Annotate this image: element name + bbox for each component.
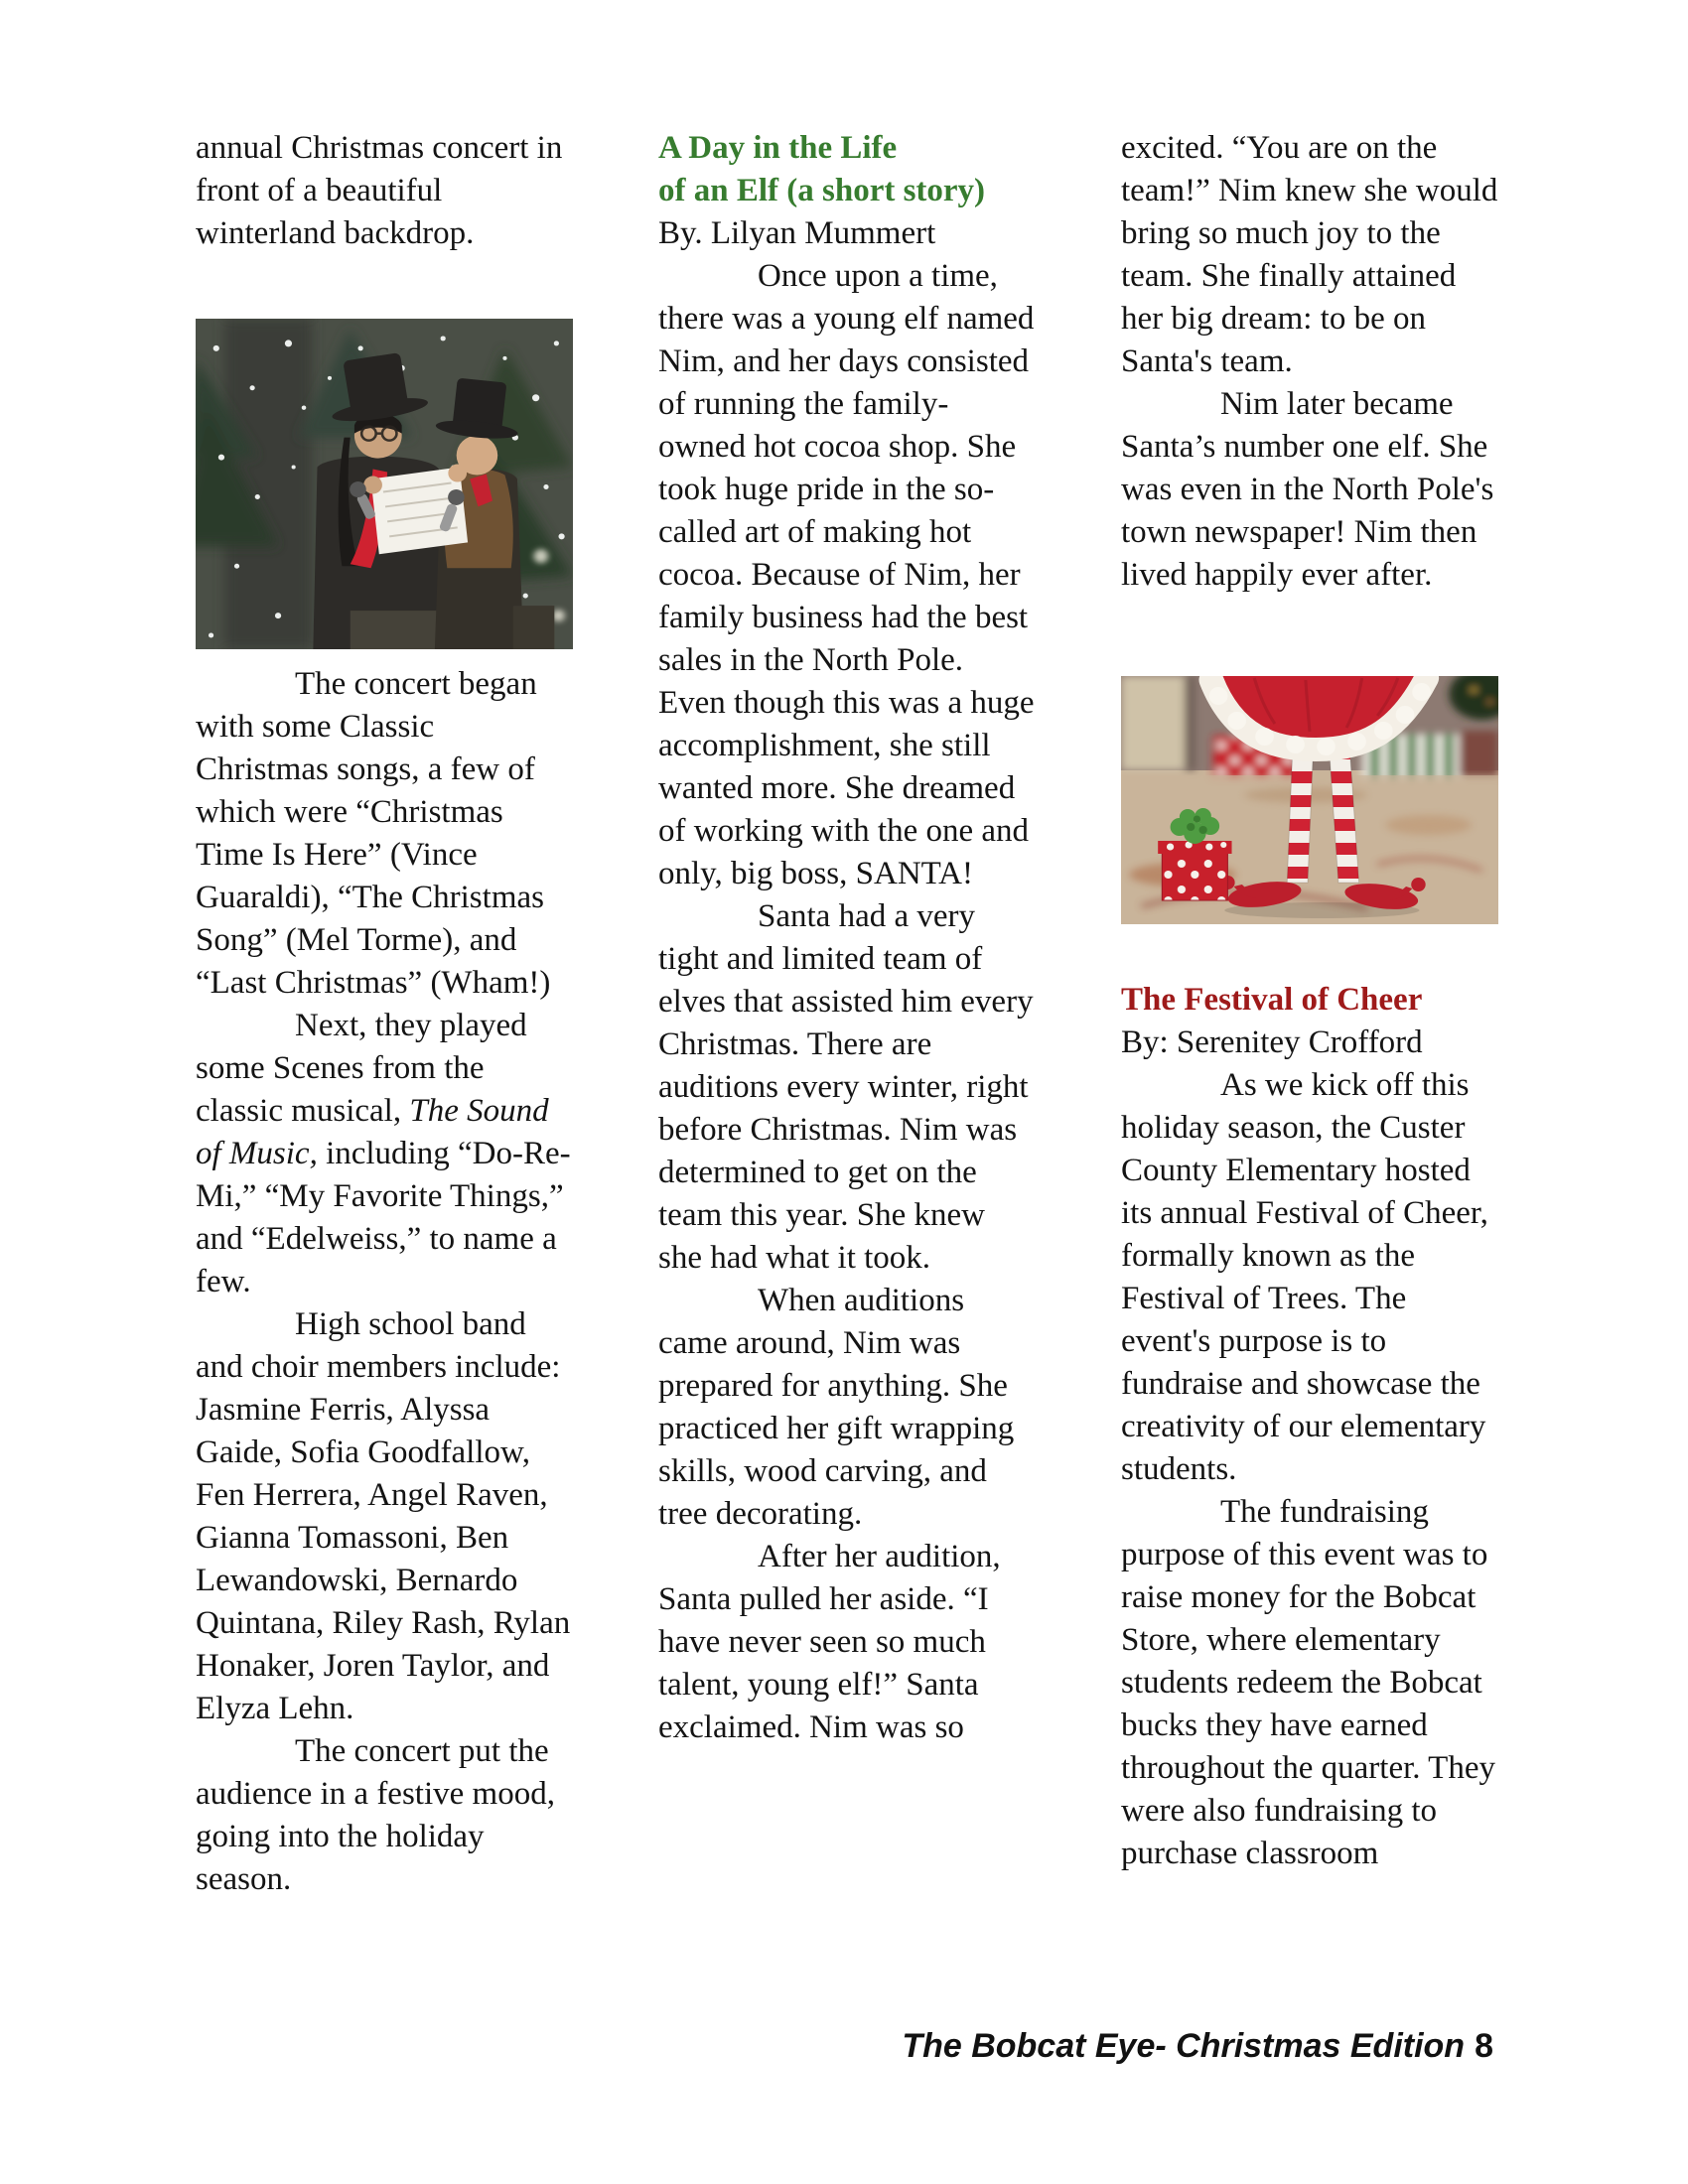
page-number: 8	[1475, 2027, 1493, 2065]
paragraph-concert-songs: The concert began with some Classic Christmas songs, a few of which were “Christmas Time Is Here” (Vince Guaraldi), “The Christmas Song” (Mel Torme), and “Last Christmas” (Wham!)	[196, 666, 551, 1001]
footer	[902, 2027, 1493, 2066]
festival-byline: By: Serenitey Crofford	[1121, 1024, 1423, 1060]
story-heading-line2: of an Elf (a short story)	[658, 173, 986, 208]
column-2	[658, 127, 1036, 1901]
concert-photo	[196, 319, 573, 649]
column-3	[1121, 127, 1498, 1901]
paragraph-elf-auditions: When auditions came around, Nim was prepared for anything. She practiced her gift wrapping skills, wood carving, and tree decorating.	[658, 1283, 1015, 1532]
paragraph-elf-team: Santa had a very tight and limited team of elves that assisted him every Christmas. There are auditions every winter, right before Christmas. Nim was determined to get on the team this year. She knew she had what it took.	[658, 898, 1034, 1276]
page-content	[196, 127, 1498, 1901]
story-byline: By. Lilyan Mummert	[658, 215, 936, 251]
paragraph-elf-excited: excited. “You are on the team!” Nim knew she would bring so much joy to the team. She finally attained her big dream: to be on Santa's team.	[1121, 130, 1498, 379]
footer-title: The Bobcat Eye- Christmas Edition	[902, 2027, 1466, 2065]
column-1	[196, 127, 573, 1901]
paragraph-elf-santa: After her audition, Santa pulled her aside. “I have never seen so much talent, young elf!” Santa exclaimed. Nim was so	[658, 1539, 1001, 1745]
elf-legs-photo	[1121, 676, 1498, 924]
paragraph-elf-ending: Nim later became Santa’s number one elf. She was even in the North Pole's town newspaper! Nim then lived happily ever after.	[1121, 386, 1494, 593]
paragraph-concert-closing: The concert put the audience in a festive mood, going into the holiday season.	[196, 1733, 555, 1897]
musical-title-italic: The Sound of Music,	[196, 1093, 549, 1171]
paragraph-concert-intro: annual Christmas concert in front of a beautiful winterland backdrop.	[196, 130, 563, 251]
paragraph-festival-fundraising: The fundraising purpose of this event was to raise money for the Bobcat Store, where elementary students redeem the Bobcat bucks they have earned throughout the quarter. They were also fundraising to purchase classroom	[1121, 1494, 1495, 1871]
paragraph-sound-of-music	[196, 1005, 573, 1303]
festival-heading: The Festival of Cheer	[1121, 982, 1423, 1018]
paragraph-festival-intro: As we kick off this holiday season, the Custer County Elementary hosted its annual Festival of Cheer, formally known as the Festival of Trees. The event's purpose is to fundraise and showcase the creativity of our elementary students.	[1121, 1067, 1488, 1487]
story-heading	[658, 127, 1036, 212]
text-after-italic: including “Do-Re-Mi,” “My Favorite Things,” and “Edelweiss,” to name a few.	[196, 1136, 571, 1299]
text-before-italic: Next, they played some Scenes from the classic musical,	[196, 1008, 527, 1129]
story-heading-line1: A Day in the Life	[658, 130, 898, 166]
paragraph-elf-once: Once upon a time, there was a young elf named Nim, and her days consisted of running the family-owned hot cocoa shop. She took huge pride in the so-called art of making hot cocoa. Because of Nim, her family business had the best sales in the North Pole. Even though this was a huge accomplishment, she still wanted more. She dreamed of working with the one and only, big boss, SANTA!	[658, 258, 1035, 891]
paragraph-member-list: High school band and choir members include: Jasmine Ferris, Alyssa Gaide, Sofia Goodfallow, Fen Herrera, Angel Raven, Gianna Tomassoni, Ben Lewandowski, Bernardo Quintana, Riley Rash, Rylan Honaker, Joren Taylor, and Elyza Lehn.	[196, 1306, 571, 1726]
